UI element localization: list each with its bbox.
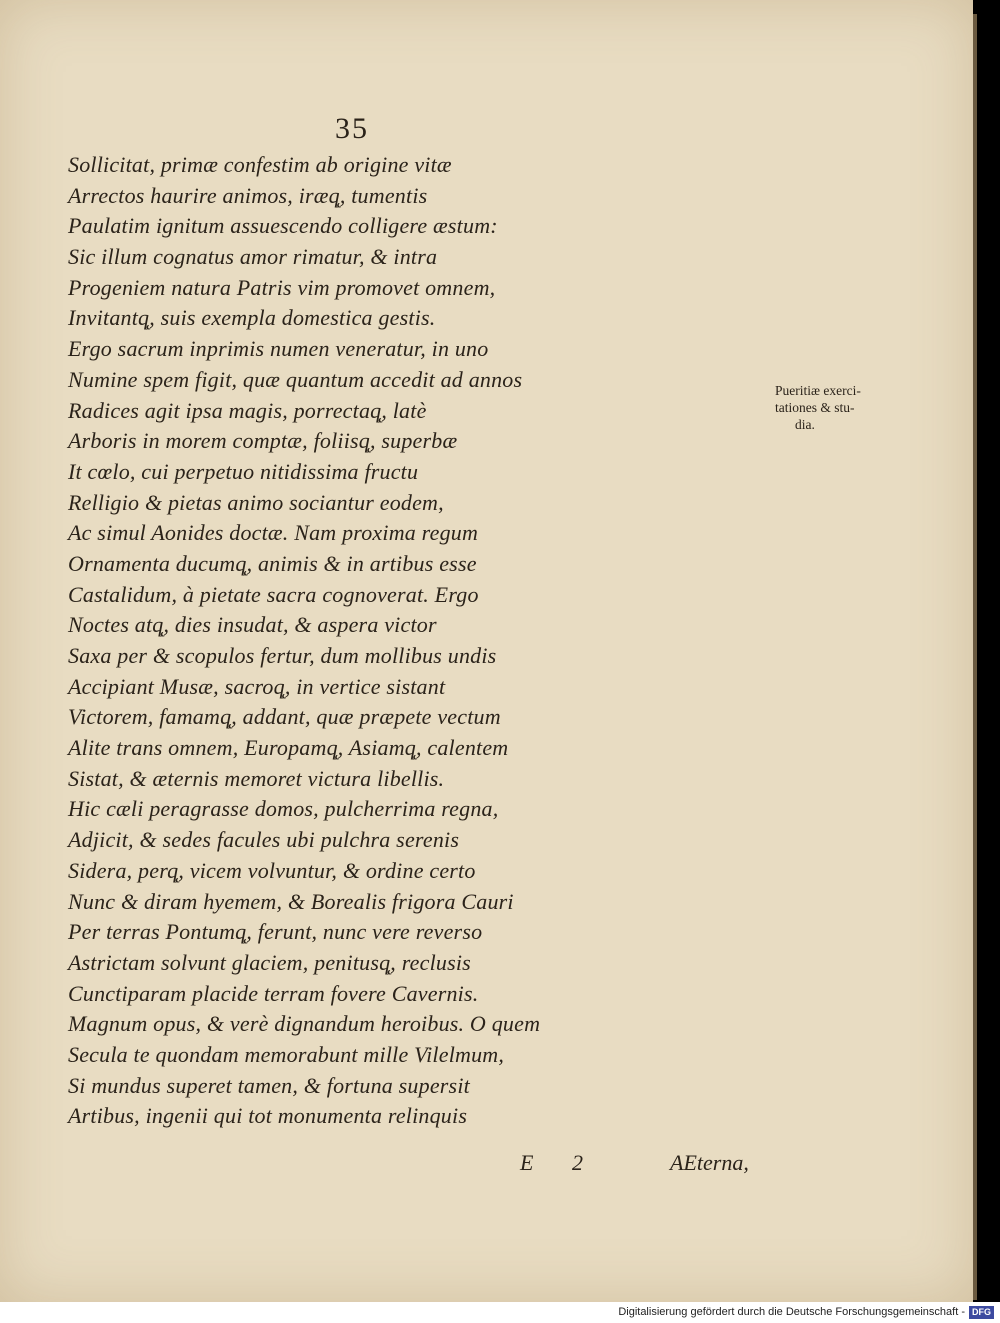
page-number: 35 bbox=[335, 112, 369, 145]
poem-line: Noctes atq̨, dies insudat, & aspera victor bbox=[68, 612, 437, 638]
poem-line: Paulatim ignitum assuescendo colligere æstum: bbox=[68, 213, 498, 239]
dfg-logo: DFG bbox=[969, 1306, 994, 1319]
poem-line: Cunctiparam placide terram fovere Cavernis. bbox=[68, 980, 479, 1006]
poem-line: Ornamenta ducumq̨, animis & in artibus esse bbox=[68, 550, 477, 576]
catchword: AEterna, bbox=[670, 1150, 749, 1175]
poem-line: Saxa per & scopulos fertur, dum mollibus undis bbox=[68, 643, 497, 668]
poem-line: Sic illum cognatus amor rimatur, & intra bbox=[68, 244, 438, 270]
poem-line: Astrictam solvunt glaciem, penitusq̨, reclusis bbox=[68, 949, 471, 975]
poem-line: Sidera, perq̨, vicem volvuntur, & ordine certo bbox=[68, 857, 476, 883]
poem-line: Numine spem figit, quæ quantum accedit ad annos bbox=[68, 366, 523, 392]
signature-mark: E bbox=[520, 1150, 534, 1175]
poem-line: Relligio & pietas animo sociantur eodem, bbox=[68, 489, 444, 515]
poem-line: Radices agit ipsa magis, porrectaq̨, latè bbox=[68, 397, 427, 423]
poem-line: Ac simul Aonides doctæ. Nam proxima regum bbox=[68, 520, 479, 546]
poem-line: Castalidum, à pietate sacra cognoverat. Ergo bbox=[68, 581, 479, 607]
poem-line: Ergo sacrum inprimis numen veneratur, in uno bbox=[68, 336, 489, 362]
poem-line: Arboris in morem comptæ, foliisq̨, superbæ bbox=[68, 428, 458, 454]
poem-line: Progeniem natura Patris vim promovet omnem, bbox=[68, 274, 496, 300]
poem-line: Si mundus superet tamen, & fortuna supersit bbox=[68, 1072, 470, 1098]
poem-line: Accipiant Musæ, sacroq̨, in vertice sistant bbox=[68, 673, 446, 699]
poem-line: Sollicitat, primæ confestim ab origine vitæ bbox=[68, 152, 452, 177]
poem-line: Hic cæli peragrasse domos, pulcherrima regna, bbox=[68, 796, 499, 822]
digitization-footer bbox=[0, 1302, 1000, 1323]
poem-line: Artibus, ingenii qui tot monumenta relinquis bbox=[68, 1103, 468, 1129]
poem-line: Secula te quondam memorabunt mille Vilelmum, bbox=[68, 1041, 505, 1067]
signature-number: 2 bbox=[572, 1150, 583, 1175]
poem-line: Adjicit, & sedes facules ubi pulchra serenis bbox=[68, 827, 460, 853]
page-edge bbox=[973, 14, 977, 1300]
poem-line: Victorem, famamq̨, addant, quæ præpete vectum bbox=[68, 704, 501, 730]
marginal-note-line: Pueritiæ exerci- bbox=[775, 383, 861, 398]
marginal-note bbox=[775, 382, 905, 433]
poem-line: Alite trans omnem, Europamq̨, Asiamq̨, calentem bbox=[68, 735, 509, 761]
poem-line: Nunc & diram hyemem, & Borealis frigora Cauri bbox=[68, 888, 514, 914]
marginal-note-line: dia. bbox=[795, 417, 815, 432]
footer-text: Digitalisierung gefördert durch die Deutsche Forschungsgemeinschaft - bbox=[618, 1306, 965, 1318]
poem-text bbox=[68, 150, 688, 1132]
poem-line: Arrectos haurire animos, iræq̨, tumentis bbox=[68, 182, 428, 208]
poem-line: It cœlo, cui perpetuo nitidissima fructu bbox=[68, 458, 419, 484]
poem-line: Per terras Pontumq̨, ferunt, nunc vere reverso bbox=[68, 919, 483, 945]
poem-line: Invitantq̨, suis exempla domestica gestis. bbox=[68, 305, 436, 331]
poem-line: Magnum opus, & verè dignandum heroibus. O quem bbox=[68, 1011, 541, 1037]
marginal-note-line: tationes & stu- bbox=[775, 400, 855, 415]
poem-line: Sistat, & æternis memoret victura libellis. bbox=[68, 765, 445, 791]
